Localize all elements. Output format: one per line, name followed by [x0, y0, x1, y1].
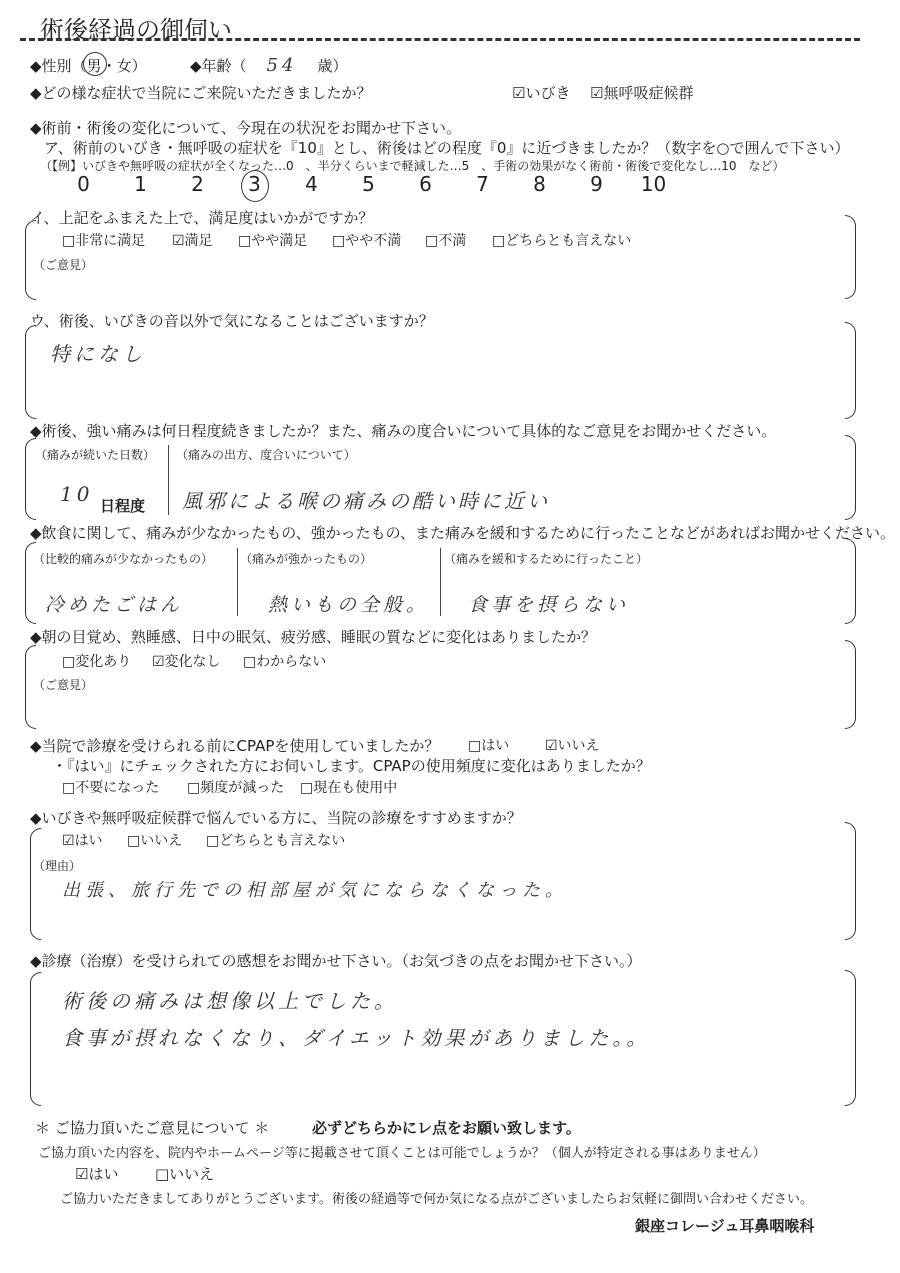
sex-sep: ・ — [101, 57, 117, 75]
sleep-changed[interactable]: □変化あり — [62, 654, 132, 670]
q-u-text: ウ、術後、いびきの音以外で気になることはございますか？ — [30, 312, 434, 330]
food-relief-label: （痛みを緩和するために行ったこと） — [444, 552, 649, 566]
recommend-yes[interactable]: ☑はい — [62, 833, 103, 849]
q4-text: ◆飲食に関して、痛みが少なかったもの、強かったもの、また痛みを緩和するために行ったことなどがあればお聞かせください。 — [30, 524, 896, 542]
q3-text: ◆術後、強い痛みは何日程度続きましたか？また、痛みの度合いについて具体的なご意見をお聞かせください。 — [30, 422, 777, 440]
severity-scale[interactable] — [55, 172, 682, 196]
q1-snoring-checkbox[interactable]: ☑いびき — [512, 84, 571, 102]
recommend-no[interactable]: □いいえ — [127, 833, 183, 849]
footer-bold: 必ずどちらかにレ点をお願い致します。 — [312, 1119, 581, 1137]
scale-3-circle — [241, 170, 269, 202]
scale-6[interactable]: 6 — [419, 172, 432, 196]
box-u-left — [25, 325, 36, 419]
scale-10[interactable]: 10 — [640, 172, 667, 196]
title-underline — [20, 38, 860, 41]
impression-line1[interactable]: 術後の痛みは想像以上でした。 — [62, 989, 398, 1013]
box-u-right — [845, 322, 856, 419]
sat-somewhat-satisfied[interactable]: □やや満足 — [238, 233, 308, 249]
q1-text: ◆どの様な症状で当院にご来院いただきましたか？ — [30, 84, 372, 102]
scale-7[interactable]: 7 — [476, 172, 489, 196]
age-unit: 歳） — [317, 57, 348, 75]
q5-text: ◆朝の目覚め、熟睡感、日中の眠気、疲労感、睡眠の質などに変化はありましたか？ — [30, 628, 596, 646]
sleep-unknown[interactable]: □わからない — [243, 654, 327, 670]
scale-8[interactable]: 8 — [533, 172, 546, 196]
food-high-label: （痛みが強かったもの） — [240, 552, 373, 566]
age-value: 54 — [266, 55, 298, 76]
q-u-answer[interactable]: 特になし — [50, 342, 146, 366]
pain-desc-label: （痛みの出方、度合いについて） — [176, 448, 356, 462]
page-title: 術後経過の御伺い — [40, 16, 232, 44]
sex-female: 女） — [116, 57, 147, 75]
q-i-text: イ、上記をふまえた上で、満足度はいかがですか？ — [30, 209, 374, 227]
box-8-left — [30, 972, 41, 1106]
pain-desc-value[interactable]: 風邪による喉の痛みの酷い時に近い — [182, 489, 550, 513]
sleep-no-change[interactable]: ☑変化なし — [152, 654, 221, 670]
q8-text: ◆診療（治療）を受けられての感想をお聞かせ下さい。（お気づきの点をお聞かせ下さい。） — [30, 952, 642, 970]
pain-days-unit: 日程度 — [100, 497, 146, 515]
footer-question: ご協力頂いた内容を、院内やホームページ等に掲載させて頂くことは可能でしょうか？（個人が特定される事はありません） — [38, 1146, 766, 1161]
sex-field — [30, 55, 147, 76]
reason-label: （理由） — [33, 859, 82, 873]
age-field — [190, 55, 347, 76]
q2-example: （【例】いびきや無呼吸の症状が全くなった…0 、半分くらいまで軽減した…5 、手術の効果がなく術前・術後で変化なし…10 など） — [40, 159, 785, 173]
age-label: ◆年齢（ — [190, 57, 247, 75]
q2a-text: ア、術前のいびき・無呼吸の症状を『10』とし、術後はどの程度『0』に近づきましたか？（数字を○で囲んで下さい） — [44, 139, 850, 157]
sat-somewhat-dissatisfied[interactable]: □やや不満 — [332, 233, 402, 249]
scale-3[interactable] — [226, 172, 283, 196]
footer-note: ＊ ご協力頂いたご意見について ＊ — [35, 1119, 270, 1137]
cpap-no[interactable]: ☑いいえ — [545, 738, 600, 754]
male-circle — [83, 52, 107, 76]
consent-yes[interactable]: ☑はい — [75, 1165, 119, 1183]
cpap-reduced[interactable]: □頻度が減った — [187, 780, 285, 796]
cpap-still-using[interactable]: □現在も使用中 — [300, 780, 398, 796]
q6-text: ◆当院で診療を受けられる前にCPAPを使用していましたか？ — [30, 737, 440, 755]
q7-text: ◆いびきや無呼吸症候群で悩んでいる方に、当院の診療をすすめますか？ — [30, 809, 522, 827]
cpap-yes[interactable]: □はい — [468, 738, 510, 754]
scale-3-label: 3 — [248, 172, 261, 196]
box-7-left — [30, 828, 41, 940]
box-8-right — [845, 970, 856, 1106]
recommend-neither[interactable]: □どちらとも言えない — [206, 833, 346, 849]
sat-very-satisfied[interactable]: □非常に満足 — [62, 233, 146, 249]
opinion-label-5: （ご意見） — [33, 678, 94, 692]
food-high-value[interactable]: 熱いもの全般。 — [268, 594, 430, 616]
q6-sub-text: ・『はい』にチェックされた方にお伺いします。CPAPの使用頻度に変化はありましたか？ — [52, 757, 651, 775]
q2-text: ◆術前・術後の変化について、今現在の状況をお聞かせ下さい。 — [30, 119, 461, 137]
cpap-unneeded[interactable]: □不要になった — [62, 780, 160, 796]
scale-4[interactable]: 4 — [305, 172, 318, 196]
sat-dissatisfied[interactable]: □不満 — [425, 233, 467, 249]
impression-line2[interactable]: 食事が摂れなくなり、ダイエット効果がありました。。 — [62, 1026, 651, 1050]
scale-1[interactable]: 1 — [134, 172, 147, 196]
pain-days-value[interactable]: 10 — [60, 482, 94, 506]
consent-no[interactable]: □いいえ — [155, 1165, 215, 1183]
box-5-right — [845, 640, 856, 729]
scale-9[interactable]: 9 — [590, 172, 603, 196]
divider-4b — [440, 548, 441, 616]
scale-0[interactable]: 0 — [77, 172, 90, 196]
food-low-label: （比較的痛みが少なかったもの） — [33, 552, 214, 566]
food-low-value[interactable]: 冷めたごはん — [45, 594, 184, 616]
scale-5[interactable]: 5 — [362, 172, 375, 196]
thanks-text: ご協力いただきましてありがとうございます。術後の経過等で何か気になる点がございましたらお気軽に御問い合わせください。 — [60, 1192, 813, 1207]
sex-label: ◆性別（ — [30, 57, 87, 75]
clinic-name: 銀座コレージュ耳鼻咽喉科 — [635, 1217, 815, 1235]
box-7-right — [845, 822, 856, 940]
box-i-right — [845, 215, 856, 299]
q1-apnea-checkbox[interactable]: ☑無呼吸症候群 — [590, 84, 694, 102]
box-4-right — [845, 538, 856, 624]
scale-2[interactable]: 2 — [191, 172, 204, 196]
pain-days-label: （痛みが続いた日数） — [35, 448, 156, 462]
box-3-right — [845, 435, 856, 520]
food-relief-value[interactable]: 食事を摂らない — [468, 594, 630, 616]
reason-value[interactable]: 出張、旅行先での相部屋が気にならなくなった。 — [62, 880, 568, 901]
divider-3 — [168, 445, 169, 515]
divider-4a — [237, 548, 238, 616]
sex-male: 男 — [86, 57, 102, 75]
opinion-label-i: （ご意見） — [33, 258, 94, 272]
sat-neither[interactable]: □どちらとも言えない — [492, 233, 632, 249]
sat-satisfied[interactable]: ☑満足 — [172, 233, 213, 249]
